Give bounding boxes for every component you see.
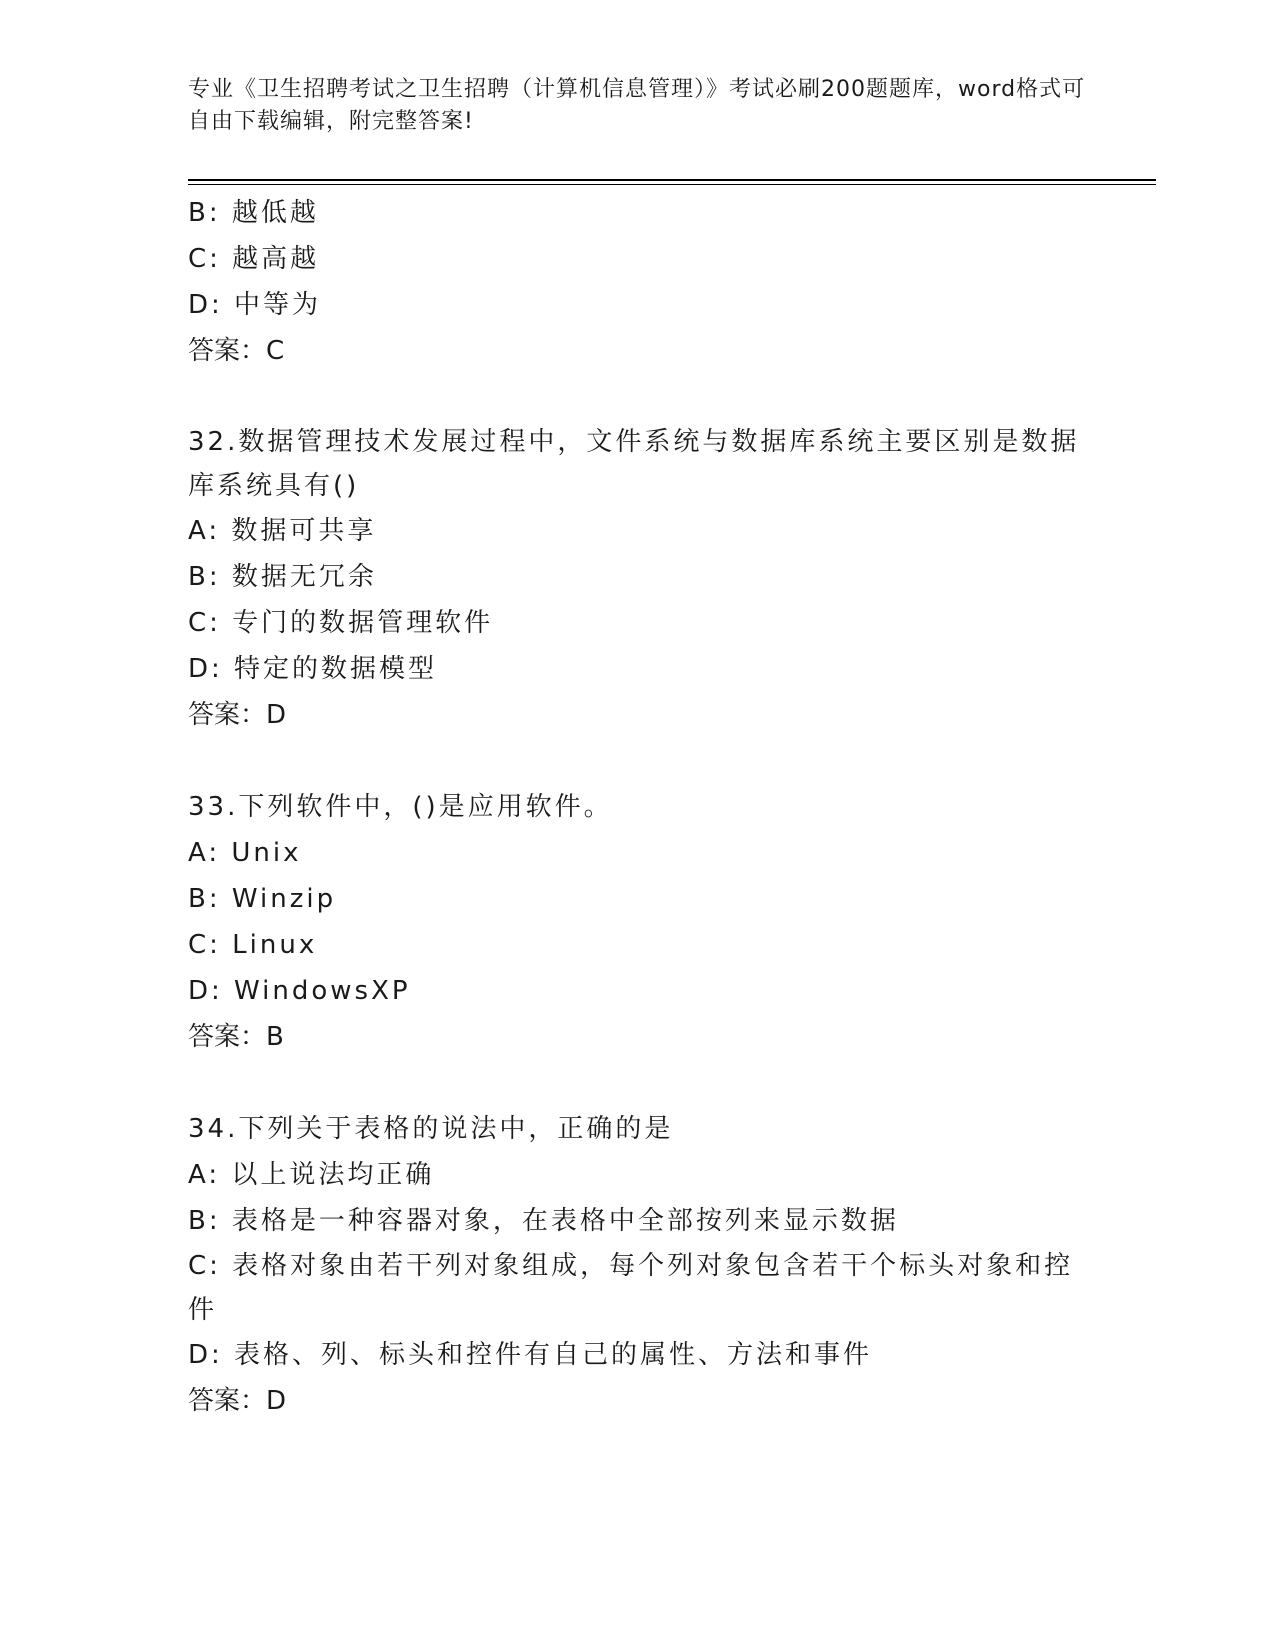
header-divider-thick [188,179,1156,181]
question-content [188,190,1088,1424]
option-b: B: 数据无冗余 [188,562,377,592]
option-a: A: 以上说法均正确 [188,1160,435,1190]
question-33 [188,784,1088,1060]
option-b: B: Winzip [188,884,337,914]
question-stem: 32.数据管理技术发展过程中，文件系统与数据库系统主要区别是数据库系统具有() [188,427,1080,501]
option-c: C: 专门的数据管理软件 [188,608,494,638]
option-d: D: 表格、列、标头和控件有自己的属性、方法和事件 [188,1340,873,1370]
option-c: C: 越高越 [188,244,320,274]
answer: 答案：B [188,1022,284,1052]
question-stem: 34.下列关于表格的说法中，正确的是 [188,1114,674,1144]
option-a: A: Unix [188,838,302,868]
option-b: B: 表格是一种容器对象，在表格中全部按列来显示数据 [188,1206,899,1236]
option-c: C: Linux [188,930,318,960]
answer: 答案：C [188,336,285,366]
option-d: D: WindowsXP [188,976,411,1006]
option-d: D: 中等为 [188,290,322,320]
question-32 [188,420,1088,738]
option-b: B: 越低越 [188,198,319,228]
page-header: 专业《卫生招聘考试之卫生招聘（计算机信息管理）》考试必刷200题题库，word格式可自由下载编辑，附完整答案! [188,77,1086,134]
answer: 答案：D [188,700,287,730]
option-a: A: 数据可共享 [188,516,377,546]
option-c: C: 表格对象由若干列对象组成，每个列对象包含若干个标头对象和控件 [188,1251,1074,1325]
question-stem: 33.下列软件中，()是应用软件。 [188,792,613,822]
option-d: D: 特定的数据模型 [188,654,438,684]
answer: 答案：D [188,1386,287,1416]
question-31-tail [188,190,1088,374]
question-34 [188,1106,1088,1424]
header-divider-thin [188,184,1156,185]
